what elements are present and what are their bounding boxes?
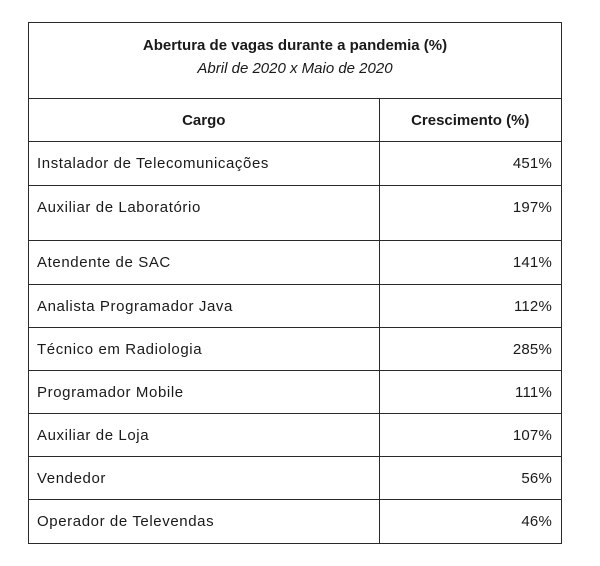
table-subtitle: Abril de 2020 x Maio de 2020 bbox=[197, 60, 393, 77]
table-title-block bbox=[29, 23, 561, 99]
cargo-cell: Vendedor bbox=[29, 457, 379, 500]
crescimento-cell: 141% bbox=[379, 241, 561, 285]
crescimento-cell: 285% bbox=[379, 328, 561, 371]
table-row bbox=[29, 328, 561, 371]
table-row bbox=[29, 186, 561, 241]
table-row bbox=[29, 241, 561, 285]
table-row bbox=[29, 500, 561, 543]
table-row bbox=[29, 285, 561, 328]
crescimento-cell: 451% bbox=[379, 142, 561, 186]
data-table bbox=[29, 99, 561, 543]
table-row bbox=[29, 457, 561, 500]
crescimento-cell: 197% bbox=[379, 186, 561, 241]
vacancy-table bbox=[28, 22, 562, 544]
cargo-cell: Técnico em Radiologia bbox=[29, 328, 379, 371]
table-title: Abertura de vagas durante a pandemia (%) bbox=[142, 37, 448, 54]
crescimento-cell: 56% bbox=[379, 457, 561, 500]
cargo-cell: Instalador de Telecomunicações bbox=[29, 142, 379, 186]
crescimento-cell: 112% bbox=[379, 285, 561, 328]
table-row bbox=[29, 414, 561, 457]
header-crescimento: Crescimento (%) bbox=[379, 99, 561, 142]
table-row bbox=[29, 371, 561, 414]
crescimento-cell: 107% bbox=[379, 414, 561, 457]
cargo-cell: Operador de Televendas bbox=[29, 500, 379, 543]
cargo-cell: Analista Programador Java bbox=[29, 285, 379, 328]
cargo-cell: Auxiliar de Loja bbox=[29, 414, 379, 457]
cargo-cell: Atendente de SAC bbox=[29, 241, 379, 285]
header-cargo: Cargo bbox=[29, 99, 379, 142]
table-row bbox=[29, 142, 561, 186]
cargo-cell: Auxiliar de Laboratório bbox=[29, 186, 379, 241]
crescimento-cell: 46% bbox=[521, 512, 552, 530]
header-row bbox=[29, 99, 561, 142]
cargo-cell: Programador Mobile bbox=[29, 371, 379, 414]
crescimento-cell: 111% bbox=[379, 371, 561, 414]
